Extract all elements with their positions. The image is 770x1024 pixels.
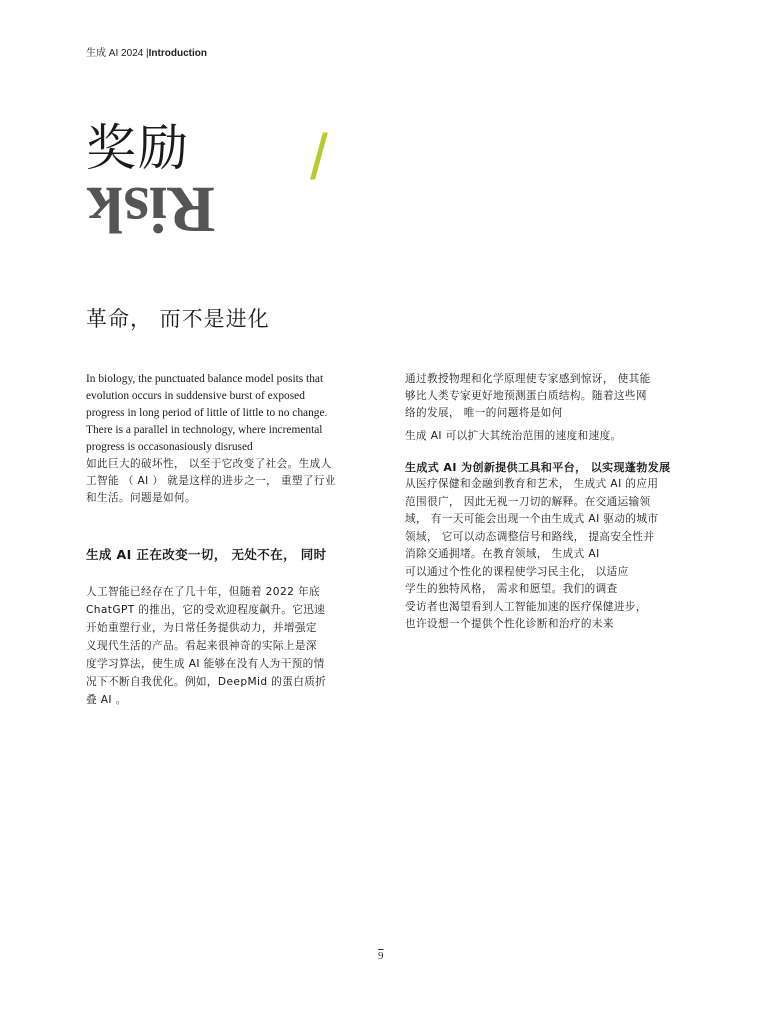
text-line: 况下不断自我优化。例如，DeepMid 的蛋白质折 (86, 676, 327, 688)
text-line: 叠 AI 。 (86, 694, 127, 706)
english-intro (86, 371, 358, 456)
right-subheading: 生成式 AI 为创新提供工具和平台， 以实现蓬勃发展 (405, 461, 671, 474)
text-line: 通过教授物理和化学原理使专家感到惊讶， 使其能 (405, 373, 651, 385)
accent-slash: / (310, 121, 328, 193)
text-line: 受访者也渴望看到人工智能加速的医疗保健进步， (405, 600, 647, 613)
right-column (405, 371, 690, 634)
text-line: 人工智能已经存在了几十年，但随着 2022 年底 (86, 586, 320, 598)
left-paragraph (86, 583, 358, 709)
left-column (86, 371, 358, 507)
title-chinese: 奖励 (86, 119, 190, 177)
text-line: progress in long period of little of little to no change. (86, 407, 328, 419)
text-line: 也许设想一个提供个性化诊断和治疗的未来 (405, 618, 614, 630)
text-line: 从医疗保健和金融到教育和艺术， 生成式 AI 的应用 (405, 478, 659, 490)
text-line: 范围很广， 因此无视一刀切的解释。在交通运输领 (405, 495, 651, 508)
right-paragraph-1 (405, 371, 690, 445)
chinese-intro (86, 456, 358, 507)
text-line: progress is occasonasiously disrused (86, 441, 253, 453)
header-section: Introduction (148, 48, 207, 59)
text-line: 可以通过个性化的课程使学习民主化， 以适应 (405, 565, 629, 578)
text-line: 生成 AI 可以扩大其统治范围的速度和速度。 (405, 430, 622, 442)
text-line: 领域， 它可以动态调整信号和路线， 提高安全性并 (405, 530, 655, 543)
title-english-inverted: Risk (86, 173, 216, 246)
text-line: 够比人类专家更好地预测蛋白质结构。随着这些网 (405, 390, 647, 402)
text-line: evolution occurs in suddensive burst of exposed (86, 390, 305, 402)
page-number: 9 (378, 950, 384, 962)
text-line: 开始重塑行业，为日常任务提供动力，并增强定 (86, 622, 317, 634)
text-line: In biology, the punctuated balance model posits that (86, 373, 324, 385)
text-line: 义现代生活的产品。看起来很神奇的实际上是深 (86, 640, 317, 652)
text-line: 络的发展， 唯一的问题将是如何 (405, 407, 563, 419)
right-paragraph-2 (405, 476, 690, 634)
text-line: 域， 有一天可能会出现一个由生成式 AI 驱动的城市 (405, 513, 659, 525)
text-line: 度学习算法，使生成 AI 能够在没有人为干预的情 (86, 658, 325, 670)
text-line: 如此巨大的破坏性， 以至于它改变了社会。生成人 (86, 458, 332, 470)
text-line: There is a parallel in technology, where incremental (86, 424, 323, 436)
text-line: 消除交通拥堵。在教育领域， 生成式 AI (405, 548, 600, 560)
header-prefix: 生成 AI 2024 | (86, 48, 149, 59)
text-line: 学生的独特风格， 需求和愿望。我们的调查 (405, 583, 618, 595)
page-header (86, 44, 207, 59)
text-line: 和生活。问题是如何。 (86, 492, 196, 504)
text-line: 工智能 （ AI ） 就是这样的进步之一， 重塑了行业 (86, 475, 336, 487)
section-title: 革命， 而不是进化 (86, 307, 270, 331)
text-line: ChatGPT 的推出，它的受欢迎程度飙升。它迅速 (86, 604, 326, 616)
left-subheading: 生成 AI 正在改变一切， 无处不在， 同时 (86, 547, 327, 562)
